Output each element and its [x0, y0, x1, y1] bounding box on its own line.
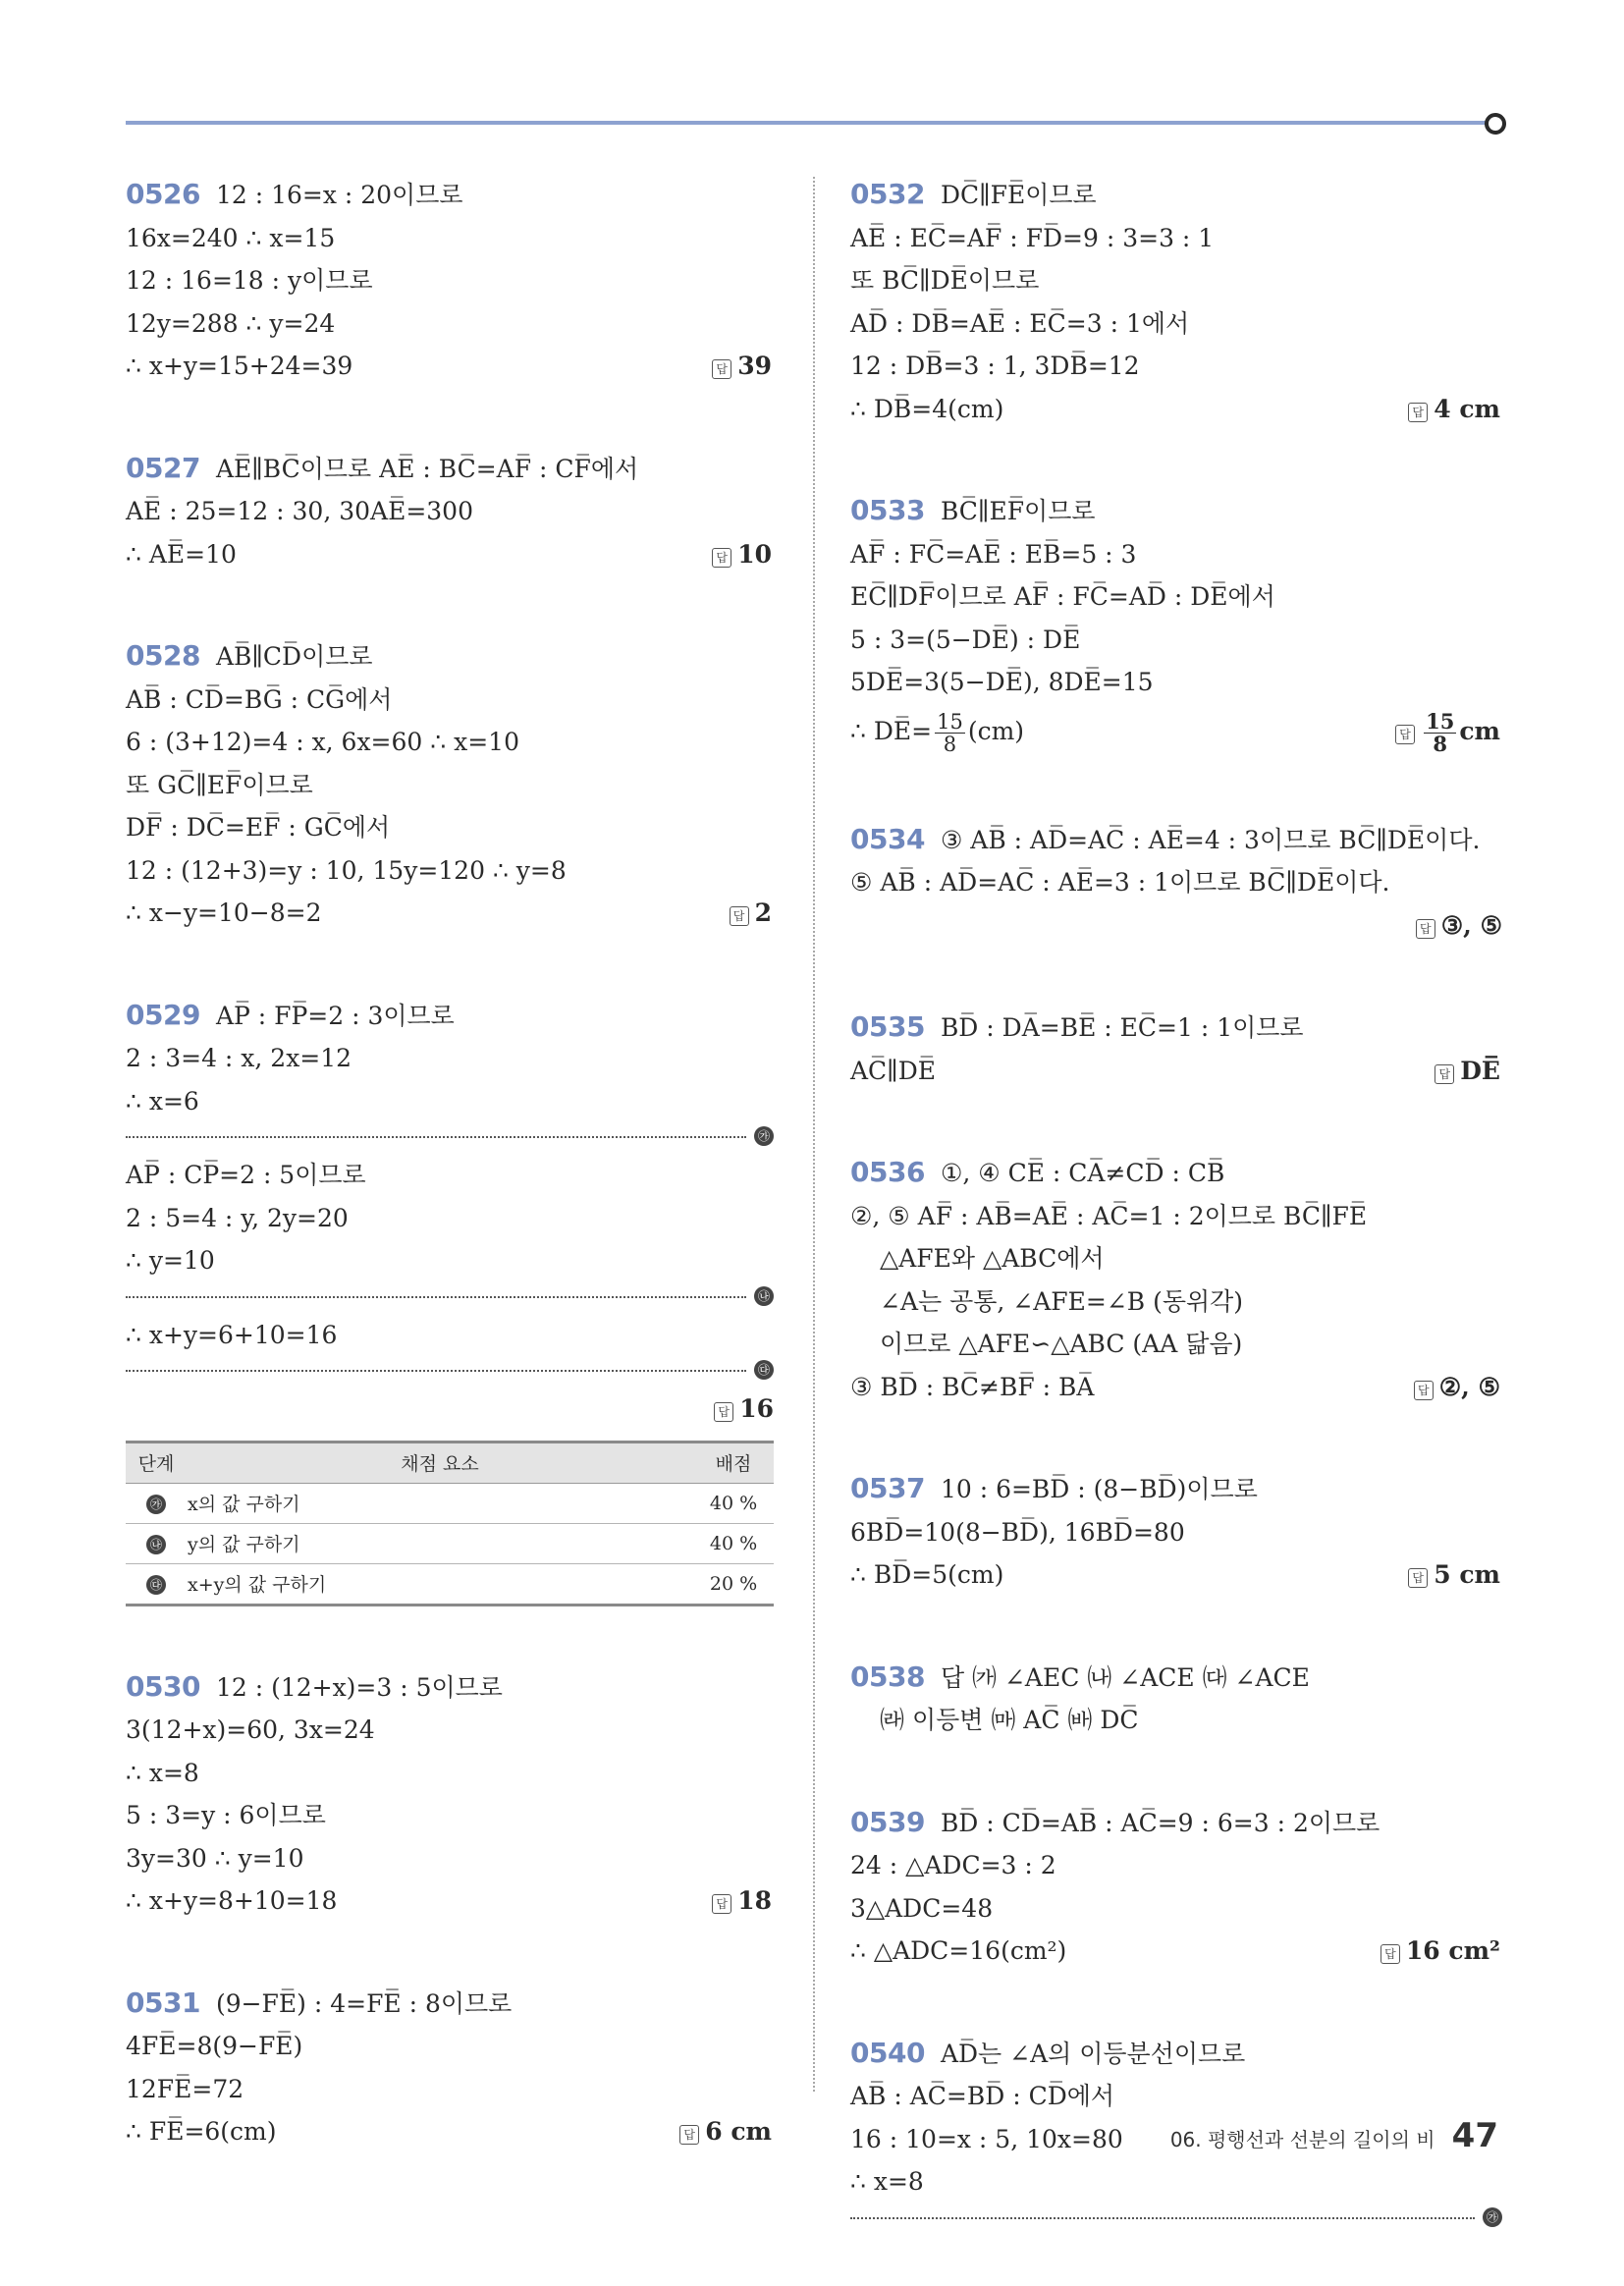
table-header: 단계	[126, 1442, 187, 1483]
problem-line	[126, 533, 774, 576]
problem-line	[850, 1237, 1502, 1280]
problem-line	[850, 1195, 1502, 1238]
problem-line	[126, 764, 774, 807]
line-text: 12 : (12+3)=y : 10, 15y=120 ∴ y=8	[126, 855, 567, 885]
answer-value: ②, ⑤	[1438, 1372, 1500, 1401]
answer-value: 4 cm	[1434, 394, 1500, 423]
problem-0534	[850, 818, 1502, 948]
problem-line	[850, 1006, 1502, 1050]
problem-line	[126, 1837, 774, 1880]
problem-line	[850, 1323, 1502, 1366]
problem-line	[126, 1794, 774, 1837]
answer	[679, 2110, 772, 2153]
table-header: 배점	[693, 1442, 774, 1483]
answer-value: 10	[737, 539, 772, 569]
line-text: ∴ △ADC=16(cm²)	[850, 1936, 1067, 1965]
problem-number: 0529	[126, 998, 200, 1031]
table-cell: 40 %	[693, 1483, 774, 1523]
problem-line	[850, 2160, 1502, 2204]
line-text: AE̅ : 25=12 : 30, 30AE̅=300	[126, 497, 473, 525]
line-text: DF̅ : DC̅=EF̅ : GC̅에서	[126, 813, 391, 842]
problem-number: 0533	[850, 494, 925, 526]
problem-number: 0528	[126, 639, 200, 672]
problem-line	[126, 1982, 774, 2026]
problem-line	[850, 1801, 1502, 1845]
problem-number: 0540	[850, 2036, 925, 2069]
problem-line	[126, 2025, 774, 2068]
problem-line	[850, 259, 1502, 302]
answer-mark: 답	[1435, 1064, 1454, 1084]
problem-line	[850, 1553, 1502, 1597]
answer-value: 18	[737, 1886, 772, 1915]
line-text: 5 : 3=y : 6이므로	[126, 1801, 326, 1829]
problem-number: 0536	[850, 1156, 925, 1188]
fraction-denominator: 8	[1433, 731, 1447, 756]
answer-value: 6 cm	[705, 2117, 772, 2146]
line-text: 답 ㈎ ∠AEC ㈏ ∠ACE ㈐ ∠ACE	[940, 1662, 1310, 1692]
line-text: ③ BD̅ : BC̅≠BF̅ : BA̅	[850, 1372, 1095, 1401]
problem-line: ∴ x+y=6+10=16	[126, 1320, 338, 1349]
line-text: DC̅∥FE̅이므로	[940, 181, 1097, 209]
problem-line	[850, 619, 1502, 662]
answer-mark: 답	[1395, 725, 1415, 744]
line-text: AC̅∥DE̅	[850, 1056, 937, 1085]
answer-value: 16	[739, 1394, 774, 1423]
problem-0535	[850, 1006, 1502, 1092]
line-text: 24 : △ADC=3 : 2	[850, 1851, 1056, 1879]
problem-line	[126, 806, 774, 849]
answer-mark: 답	[1408, 1568, 1428, 1588]
line-text: 12 : (12+x)=3 : 5이므로	[215, 1672, 503, 1702]
line-text: BD̅ : CD̅=AB̅ : AC̅=9 : 6=3 : 2이므로	[940, 1808, 1380, 1837]
line-text: ⑤ AB̅ : AD̅=AC̅ : AE̅=3 : 1이므로 BC̅∥DE̅이다.	[850, 868, 1390, 897]
problem-number: 0539	[850, 1805, 925, 1838]
fraction-numerator: 15	[1426, 708, 1455, 734]
fraction	[935, 711, 965, 755]
answer	[1395, 704, 1500, 759]
problem-line	[850, 818, 1502, 862]
answer-value: 16 cm²	[1405, 1936, 1500, 1965]
line-text: ∴ AE̅=10	[126, 539, 237, 569]
problem-line	[126, 1665, 774, 1710]
problem-line	[850, 661, 1502, 704]
line-text: ②, ⑤ AF̅ : AB̅=AE̅ : AC̅=1 : 2이므로 BC̅∥FE̅	[850, 1201, 1368, 1230]
problem-0530	[126, 1665, 774, 1923]
answer-line	[850, 904, 1502, 948]
answer-value: ③, ⑤	[1440, 910, 1502, 940]
line-text: ③ AB̅ : AD̅=AC̅ : AE̅=4 : 3이므로 BC̅∥DE̅이다.	[940, 825, 1481, 854]
line-text: 5DE̅=3(5−DE̅), 8DE̅=15	[850, 668, 1154, 696]
line-text: 또 BC̅∥DE̅이므로	[850, 266, 1040, 295]
table-row	[126, 1563, 774, 1605]
problem-line	[850, 2075, 1502, 2118]
problem-0533	[850, 489, 1502, 759]
problem-line	[126, 259, 774, 302]
answer-mark: 답	[679, 2125, 699, 2145]
problem-line	[126, 2110, 774, 2153]
line-text: ∴ x−y=10−8=2	[126, 898, 322, 927]
problem-line	[126, 634, 774, 679]
problem-0531	[126, 1982, 774, 2153]
problem-number: 0532	[850, 178, 925, 210]
step-divider	[126, 1286, 774, 1306]
line-text: AP̅ : FP̅=2 : 3이므로	[215, 1001, 455, 1030]
problem-0526	[126, 173, 774, 388]
table-row	[126, 1483, 774, 1523]
line-text: 12y=288 ∴ y=24	[126, 308, 336, 338]
problem-line	[126, 173, 774, 217]
line-text: 5 : 3=(5−DE̅) : DE̅	[850, 625, 1081, 654]
answer-unit: cm	[1459, 716, 1500, 745]
problem-line	[850, 1511, 1502, 1554]
problem-line: ∴ y=10	[126, 1246, 215, 1275]
answer-value: 5 cm	[1434, 1560, 1500, 1589]
line-text: ∠A는 공통, ∠AFE=∠B (동위각)	[880, 1286, 1244, 1316]
problem-line	[850, 1887, 1502, 1931]
scoring-table	[126, 1441, 774, 1606]
table-cell: x의 값 구하기	[187, 1483, 693, 1523]
line-text: 3y=30 ∴ y=10	[126, 1843, 304, 1873]
line-text: 6BD̅=10(8−BD̅), 16BD̅=80	[850, 1517, 1185, 1547]
line-text: 10 : 6=BD̅ : (8−BD̅)이므로	[940, 1475, 1258, 1503]
answer	[712, 533, 772, 576]
answer-mark: 답	[1414, 1381, 1434, 1400]
problem-line	[850, 575, 1502, 619]
answer-mark: 답	[1408, 403, 1428, 422]
problem-line	[850, 704, 1502, 759]
problem-line	[126, 994, 774, 1038]
problem-number: 0526	[126, 178, 200, 210]
problem-line	[126, 849, 774, 893]
answer-line	[126, 1388, 774, 1431]
line-text: 3(12+x)=60, 3x=24	[126, 1715, 375, 1744]
line-text: 6 : (3+12)=4 : x, 6x=60 ∴ x=10	[126, 728, 519, 756]
problem-line	[126, 1752, 774, 1795]
problem-line	[126, 490, 774, 533]
line-text: ∴ x=8	[850, 2167, 924, 2196]
line-text: 12 : 16=x : 20이므로	[215, 181, 463, 209]
problem-0532	[850, 173, 1502, 430]
line-text: △AFE와 △ABC에서	[880, 1244, 1105, 1273]
line-text: AD̅ : DB̅=AE̅ : EC̅=3 : 1에서	[850, 308, 1190, 338]
problem-line	[126, 892, 774, 935]
column-separator	[813, 177, 815, 2092]
problem-line: ∴ x=6	[126, 1086, 199, 1116]
left-column	[126, 173, 774, 2212]
problem-line	[850, 533, 1502, 576]
problem-line	[850, 1656, 1502, 1700]
problem-0527	[126, 447, 774, 576]
line-text: (cm)	[967, 716, 1025, 745]
fraction-numerator: 15	[937, 709, 963, 734]
answer	[730, 892, 772, 935]
table-cell: 40 %	[693, 1523, 774, 1563]
line-text: 또 GC̅∥EF̅이므로	[126, 770, 313, 799]
problem-line	[850, 2032, 1502, 2076]
problem-number: 0537	[850, 1472, 925, 1504]
problem-line: AP̅ : CP̅=2 : 5이므로	[126, 1161, 366, 1189]
problem-0538	[850, 1656, 1502, 1742]
line-text: 4FE̅=8(9−FE̅)	[126, 2032, 303, 2060]
line-text: AB̅∥CD̅이므로	[215, 642, 373, 671]
problem-line	[850, 388, 1502, 431]
step-divider	[126, 1360, 774, 1380]
problem-line	[850, 173, 1502, 217]
line-text: BC̅∥EF̅이므로	[940, 497, 1096, 525]
line-text: ∴ BD̅=5(cm)	[850, 1560, 1004, 1589]
step-badge: ㉯	[146, 1535, 166, 1554]
problem-number: 0527	[126, 451, 200, 484]
answer-mark: 답	[1380, 1944, 1400, 1964]
fraction-denominator: 8	[943, 732, 957, 756]
problem-line	[126, 2068, 774, 2111]
line-text: AF̅ : FC̅=AE̅ : EB̅=5 : 3	[850, 539, 1137, 569]
problem-line	[850, 302, 1502, 346]
right-column	[850, 173, 1502, 2286]
problem-line	[850, 1050, 1502, 1093]
problem-line: 2 : 3=4 : x, 2x=12	[126, 1044, 352, 1072]
problem-line	[850, 217, 1502, 260]
problem-0529	[126, 994, 774, 1606]
answer-mark: 답	[712, 359, 731, 379]
problem-line	[850, 861, 1502, 904]
step-badge: ㉰	[754, 1360, 774, 1380]
answer-mark: 답	[714, 1402, 733, 1422]
table-cell: x+y의 값 구하기	[187, 1563, 693, 1605]
line-text: AE̅∥BC̅이므로 AE̅ : BC̅=AF̅ : CF̅에서	[215, 454, 639, 483]
problem-line	[850, 489, 1502, 533]
problem-line	[850, 1844, 1502, 1887]
line-text: ①, ④ CE̅ : CA̅≠CD̅ : CB̅	[940, 1159, 1225, 1187]
problem-number: 0530	[126, 1669, 200, 1703]
problem-line	[850, 1366, 1502, 1409]
answer	[1414, 1366, 1500, 1409]
answer	[712, 345, 772, 388]
line-text: EC̅∥DF̅이므로 AF̅ : FC̅=AD̅ : DE̅에서	[850, 582, 1275, 611]
problem-line	[850, 345, 1502, 388]
table-row	[126, 1523, 774, 1563]
line-text: 이므로 △AFE∽△ABC (AA 닮음)	[880, 1330, 1243, 1358]
problem-line	[126, 1879, 774, 1923]
line-text: 12 : DB̅=3 : 1, 3DB̅=12	[850, 352, 1140, 380]
answer-mark: 답	[712, 1894, 731, 1914]
step-badge: ㉯	[754, 1286, 774, 1306]
problem-line: 2 : 5=4 : y, 2y=20	[126, 1203, 349, 1232]
problem-number: 0534	[850, 822, 925, 855]
problem-line	[126, 721, 774, 764]
problem-line	[126, 302, 774, 346]
line-text: 3△ADC=48	[850, 1893, 994, 1923]
line-text: 16 : 10=x : 5, 10x=80	[850, 2124, 1123, 2153]
problem-0537	[850, 1467, 1502, 1597]
step-badge: ㉮	[146, 1495, 166, 1514]
problem-line	[126, 345, 774, 388]
line-text: BD̅ : DA̅=BE̅ : EC̅=1 : 1이므로	[940, 1013, 1304, 1042]
top-rule-dot	[1485, 113, 1506, 135]
problem-number: 0538	[850, 1660, 925, 1693]
answer-mark: 답	[1416, 919, 1435, 939]
line-text: ∴ DE̅=	[850, 716, 933, 745]
step-badge: ㉮	[1483, 2207, 1502, 2227]
line-text: AB̅ : CD̅=BG̅ : CG̅에서	[126, 684, 393, 714]
step-badge: ㉰	[146, 1575, 166, 1595]
top-rule	[126, 121, 1498, 125]
table-cell: 20 %	[693, 1563, 774, 1605]
problem-0536	[850, 1151, 1502, 1408]
answer	[1435, 1050, 1500, 1093]
answer	[1408, 388, 1500, 431]
answer-value: 2	[754, 898, 772, 927]
line-text: AE̅ : EC̅=AF̅ : FD̅=9 : 3=3 : 1	[850, 223, 1215, 252]
problem-0539	[850, 1801, 1502, 1973]
problem-line	[126, 447, 774, 491]
table-header: 채점 요소	[187, 1442, 693, 1483]
problem-line	[850, 1280, 1502, 1324]
line-text: AB̅ : AC̅=BD̅ : CD̅에서	[850, 2082, 1115, 2110]
answer-value: DE̅	[1460, 1056, 1500, 1085]
line-text: ∴ FE̅=6(cm)	[126, 2117, 277, 2146]
line-text: ∴ x+y=8+10=18	[126, 1886, 338, 1915]
line-text: AD̅는 ∠A의 이등분선이므로	[940, 2039, 1246, 2068]
answer-value: 39	[737, 352, 772, 380]
answer-fraction	[1424, 708, 1456, 756]
line-text: 16x=240 ∴ x=15	[126, 223, 336, 252]
step-badge: ㉮	[754, 1126, 774, 1146]
line-text: ∴ x=8	[126, 1758, 199, 1787]
line-text: (9−FE̅) : 4=FE̅ : 8이므로	[215, 1988, 513, 2018]
problem-number: 0535	[850, 1010, 925, 1043]
line-text: 12 : 16=18 : y이므로	[126, 266, 373, 295]
answer	[1380, 1930, 1500, 1973]
line-text: ∴ x+y=15+24=39	[126, 352, 353, 380]
line-text: ㈑ 이등변 ㈒ AC̅ ㈓ DC̅	[880, 1706, 1139, 1734]
problem-0528	[126, 634, 774, 935]
problem-line	[850, 1151, 1502, 1195]
step-divider	[850, 2207, 1502, 2227]
line-text: 12FE̅=72	[126, 2074, 244, 2103]
problem-line	[126, 217, 774, 260]
answer	[712, 1879, 772, 1923]
answer-mark: 답	[712, 548, 731, 568]
table-cell: y의 값 구하기	[187, 1523, 693, 1563]
line-text: ∴ DB̅=4(cm)	[850, 394, 1004, 423]
step-divider	[126, 1126, 774, 1146]
chapter-title: 06. 평행선과 선분의 길이의 비	[1169, 2128, 1435, 2151]
problem-line	[850, 1467, 1502, 1511]
answer	[1408, 1553, 1500, 1597]
page-number: 47	[1451, 2116, 1498, 2155]
problem-line	[850, 1930, 1502, 1973]
problem-line	[850, 1699, 1502, 1742]
answer-mark: 답	[730, 906, 749, 926]
problem-line	[126, 1709, 774, 1752]
page-footer	[1170, 2116, 1498, 2155]
problem-number: 0531	[126, 1986, 200, 2019]
problem-line	[126, 679, 774, 722]
